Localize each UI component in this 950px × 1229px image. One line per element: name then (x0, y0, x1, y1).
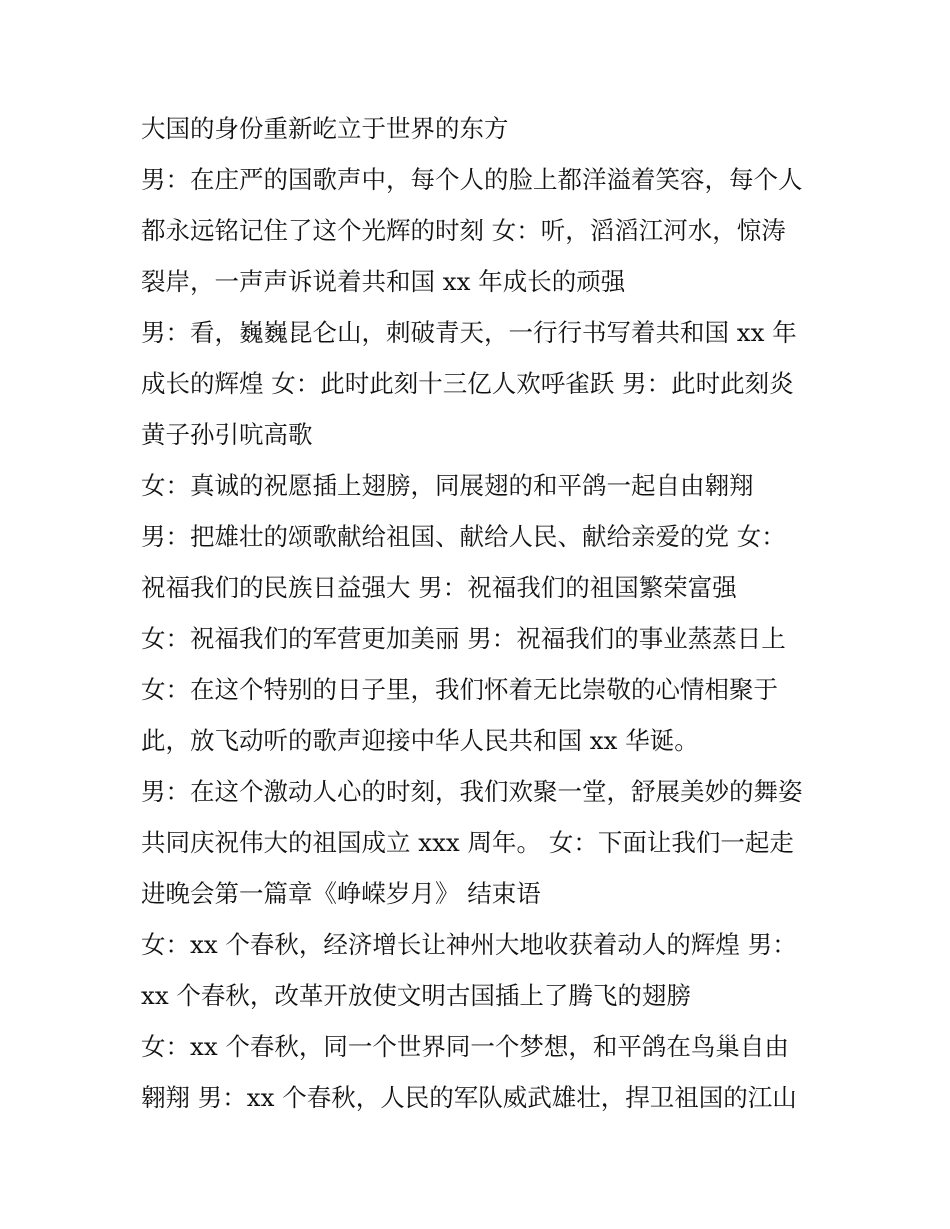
text-line: 男：在庄严的国歌声中，每个人的脸上都洋溢着笑容，每个人 (141, 165, 803, 194)
text-line: 都永远铭记住了这个光辉的时刻 女：听，滔滔江河水，惊涛 (141, 216, 786, 245)
text-line: 翱翔 男：xx 个春秋，人民的军队威武雄壮，捍卫祖国的江山 (141, 1083, 797, 1112)
text-line: 祝福我们的民族日益强大 男：祝福我们的祖国繁荣富强 (141, 573, 737, 602)
text-line: 男：在这个激动人心的时刻，我们欢聚一堂，舒展美妙的舞姿 (141, 777, 803, 806)
text-line: 女：xx 个春秋，同一个世界同一个梦想，和平鸽在鸟巢自由 (141, 1032, 789, 1061)
text-line: 成长的辉煌 女：此时此刻十三亿人欢呼雀跃 男：此时此刻炎 (141, 369, 794, 398)
text-line: 男：把雄壮的颂歌献给祖国、献给人民、献给亲爱的党 女： (141, 522, 786, 551)
text-line: 女：祝福我们的军营更加美丽 男：祝福我们的事业蒸蒸日上 (141, 624, 786, 653)
document-body (141, 111, 831, 1131)
text-line: 进晚会第一篇章《峥嵘岁月》 结束语 (141, 879, 541, 908)
text-line: 女：xx 个春秋，经济增长让神州大地收获着动人的辉煌 男： (141, 930, 797, 959)
text-line: 男：看，巍巍昆仑山，刺破青天，一行行书写着共和国 xx 年 (141, 318, 797, 347)
text-line: 共同庆祝伟大的祖国成立 xxx 周年。 女：下面让我们一起走 (141, 828, 794, 857)
text-line: 女：真诚的祝愿插上翅膀，同展翅的和平鸽一起自由翱翔 (141, 471, 754, 500)
text-line: 大国的身份重新屹立于世界的东方 (141, 114, 509, 143)
text-line: xx 个春秋，改革开放使文明古国插上了腾飞的翅膀 (141, 981, 691, 1010)
text-line: 女：在这个特别的日子里，我们怀着无比崇敬的心情相聚于 (141, 675, 778, 704)
text-line: 此，放飞动听的歌声迎接中华人民共和国 xx 华诞。 (141, 726, 699, 755)
text-line: 裂岸，一声声诉说着共和国 xx 年成长的顽强 (141, 267, 626, 296)
text-line: 黄子孙引吭高歌 (141, 420, 313, 449)
